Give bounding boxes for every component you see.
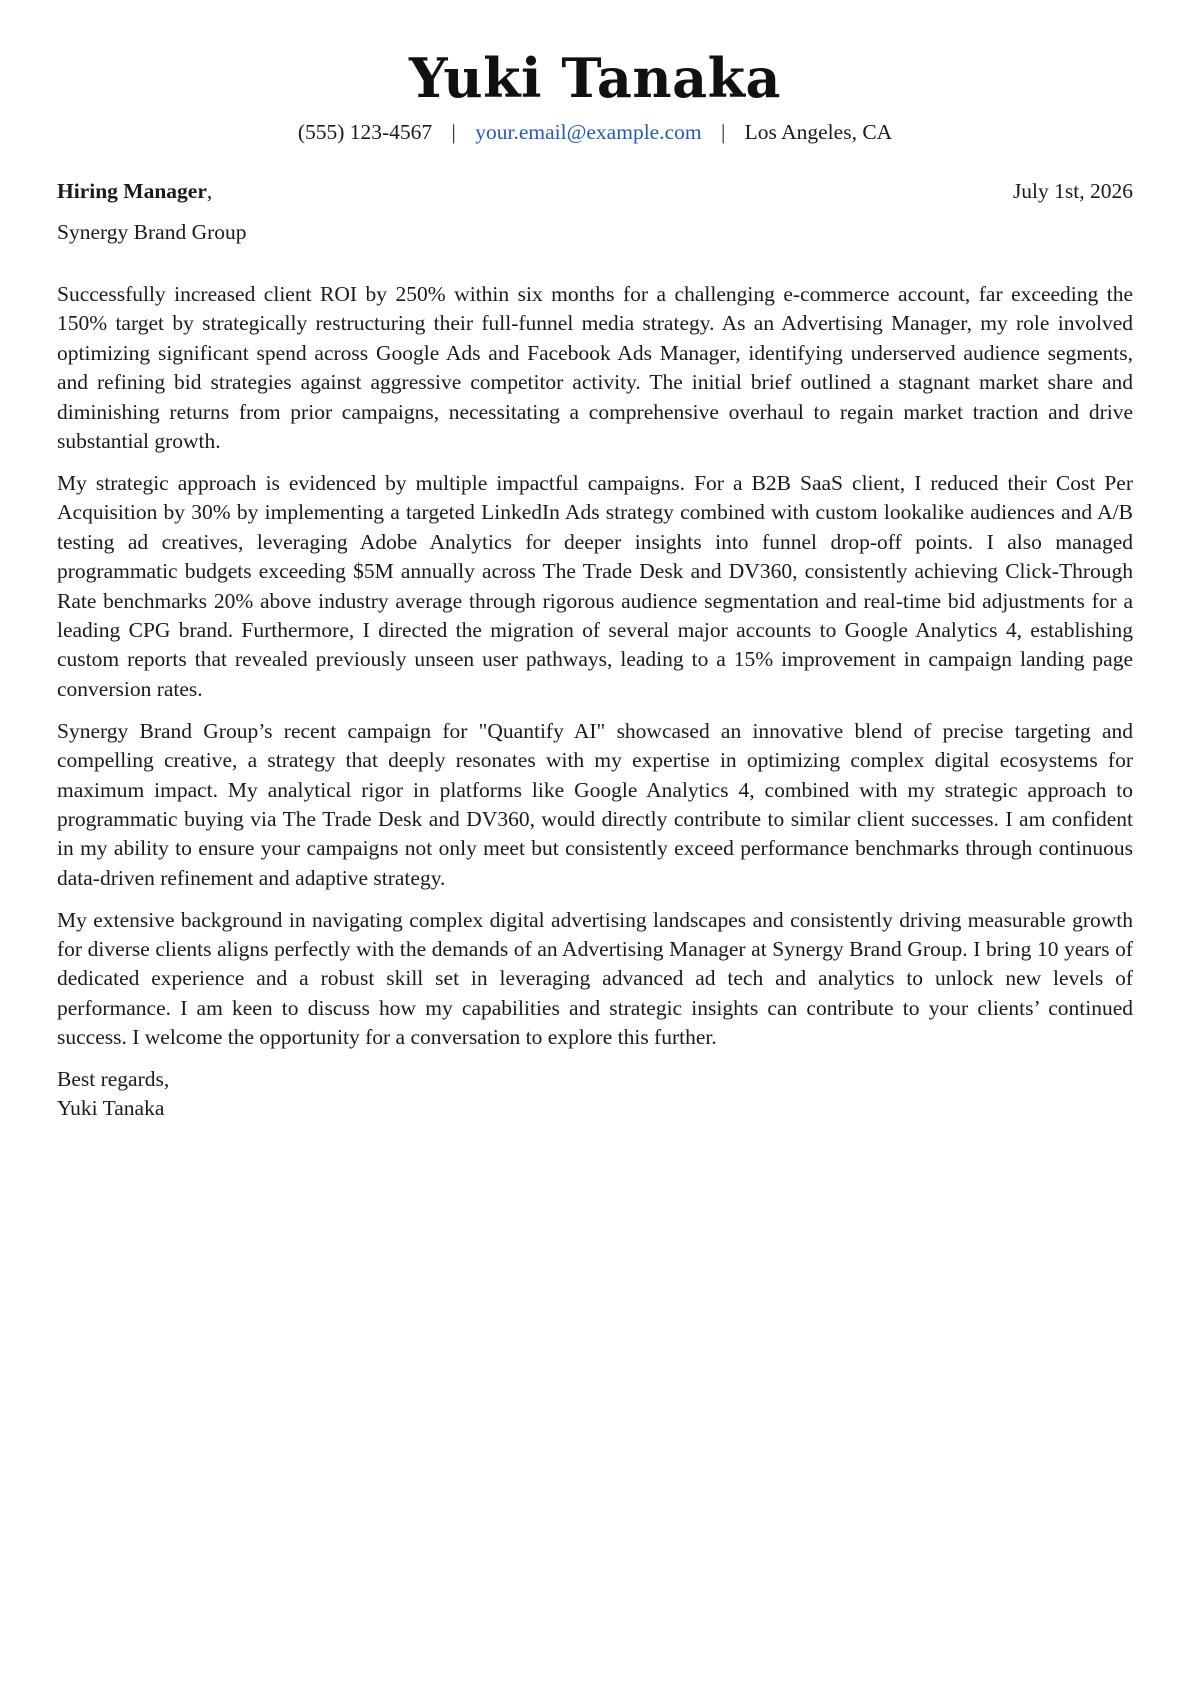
body-paragraph: Successfully increased client ROI by 250% within six months for a challenging e-commerce account, far exceeding the 150% target by strategically restructuring their full-funnel media strategy. As an Advertising Manager, my role involved optimizing significant spend across Google Ads and Facebook Ads Manager, identifying underserved audience segments, and refining bid strategies against aggressive competitor activity. The initial brief outlined a stagnant market share and diminishing returns from prior campaigns, necessitating a comprehensive overhaul to regain market traction and drive substantial growth. bbox=[57, 282, 1133, 454]
letter-closing bbox=[57, 1065, 1133, 1123]
closing-phrase: Best regards, bbox=[57, 1067, 170, 1092]
recipient-title: Hiring Manager bbox=[57, 179, 207, 203]
letter-body bbox=[57, 280, 1133, 1053]
cover-letter-page bbox=[57, 0, 1133, 1123]
applicant-name: Yuki Tanaka bbox=[408, 46, 781, 110]
body-paragraph: My extensive background in navigating complex digital advertising landscapes and consistently driving measurable growth for diverse clients aligns perfectly with the demands of an Advertising Manager at Synergy Brand Group. I bring 10 years of dedicated experience and a robust skill set in leveraging advanced ad tech and analytics to unlock new levels of performance. I am keen to discuss how my capabilities and strategic insights can contribute to your clients’ continued success. I welcome the opportunity for a conversation to explore this further. bbox=[57, 907, 1133, 1050]
letter-date: July 1st, 2026 bbox=[1012, 179, 1133, 203]
email-link[interactable]: your.email@example.com bbox=[475, 120, 702, 144]
phone-number: (555) 123-4567 bbox=[297, 120, 433, 144]
contact-separator: | bbox=[720, 120, 726, 144]
body-paragraph: My strategic approach is evidenced by multiple impactful campaigns. For a B2B SaaS client, I reduced their Cost Per Acquisition by 30% by implementing a targeted LinkedIn Ads strategy combined with custom lookalike audiences and A/B testing ad creatives, leveraging Adobe Analytics for deeper insights into funnel drop-off points. I also managed programmatic budgets exceeding $5M annually across The Trade Desk and DV360, consistently achieving Click-Through Rate benchmarks 20% above industry average through rigorous audience segmentation and real-time bid adjustments for a leading CPG brand. Furthermore, I directed the migration of several major accounts to Google Analytics 4, establishing custom reports that revealed previously unseen user pathways, leading to a 15% improvement in campaign landing page conversion rates. bbox=[57, 470, 1133, 701]
location: Los Angeles, CA bbox=[744, 120, 893, 144]
company-name: Synergy Brand Group bbox=[57, 220, 247, 244]
recipient bbox=[57, 176, 212, 206]
letter-header bbox=[57, 43, 1133, 147]
contact-separator: | bbox=[451, 120, 456, 144]
signature-name: Yuki Tanaka bbox=[57, 1096, 165, 1121]
recipient-date-row bbox=[57, 176, 1133, 206]
body-paragraph: Synergy Brand Group’s recent campaign for "Quantify AI" showcased an innovative blend of precise targeting and compelling creative, a strategy that deeply resonates with my expertise in optimizing complex digital ecosystems for maximum impact. My analytical rigor in platforms like Google Analytics 4, combined with my strategic approach to programmatic buying via The Trade Desk and DV360, would directly contribute to similar client successes. I am confident in my ability to ensure your campaigns not only meet but consistently exceed performance benchmarks through continuous data-driven refinement and adaptive strategy. bbox=[57, 718, 1133, 890]
recipient-suffix: , bbox=[206, 179, 213, 203]
contact-line bbox=[57, 117, 1133, 147]
